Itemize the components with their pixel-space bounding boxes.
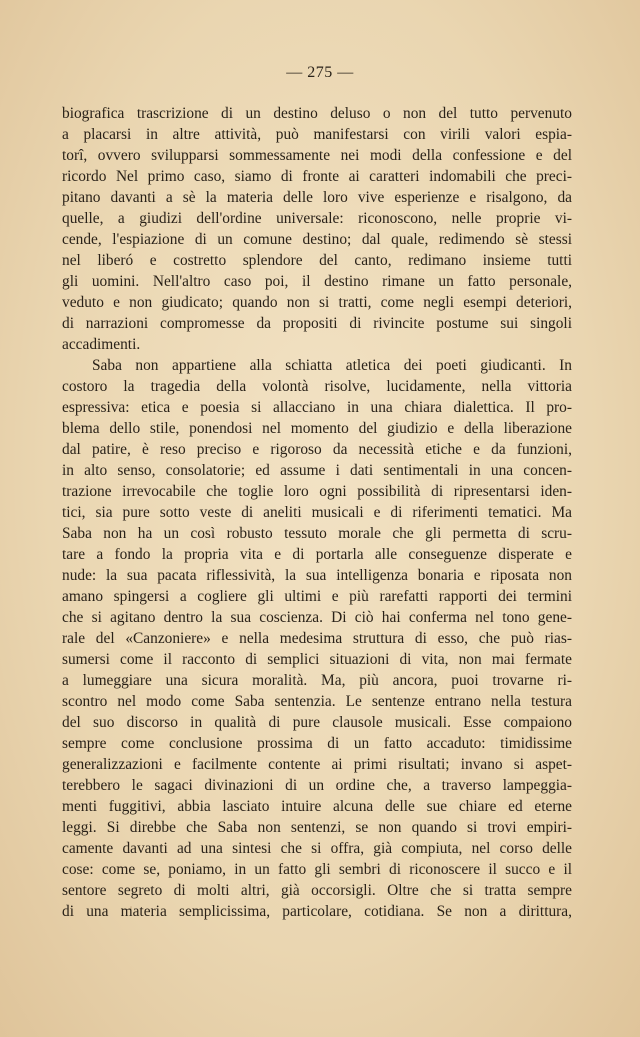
body-text — [62, 103, 572, 922]
text-line: cose: come se, poniamo, in un fatto gli sembri di riconoscere il succo e il — [62, 861, 572, 878]
text-line: sentore segreto di molti altri, già occorsigli. Oltre che si tratta sempre — [62, 882, 572, 899]
text-line: di una materia semplicissima, particolare, cotidiana. Se non a dirittura, — [62, 903, 572, 920]
text-line: tici, sia pure sotto veste di aneliti musicali e di riferimenti tematici. Ma — [62, 504, 572, 521]
text-line: del suo discorso in qualità di pure clausole musicali. Esse compaiono — [62, 714, 572, 731]
text-line: costoro la tragedia della volontà risolve, lucidamente, nella vittoria — [62, 378, 572, 395]
text-line: accadimenti. — [62, 336, 141, 353]
text-line: Saba non ha un così robusto tessuto morale che gli permetta di scru- — [62, 525, 572, 542]
text-line: pitano davanti a sè la materia delle loro vive esperienze e risalgono, da — [62, 189, 572, 206]
text-line: terebbero le sagaci divinazioni di un ordine che, a traverso lampeggia- — [62, 777, 572, 794]
text-line: cende, l'espiazione di un comune destino; dal quale, redimendo sè stessi — [62, 231, 572, 248]
text-line: veduto e non giudicato; quando non si tratti, come negli esempi deteriori, — [62, 294, 572, 311]
text-line: leggi. Si direbbe che Saba non sentenzi, se non quando si trovi empiri- — [62, 819, 572, 836]
text-line: Saba non appartiene alla schiatta atletica dei poeti giudicanti. In — [92, 357, 572, 374]
text-line: tare a fondo la propria vita e di portarla alle conseguenze disperate e — [62, 546, 572, 563]
text-line: biografica trascrizione di un destino deluso o non del tutto pervenuto — [62, 105, 572, 122]
text-line: espressiva: etica e poesia si allacciano in una chiara dialettica. Il pro- — [62, 399, 572, 416]
text-line: camente davanti ad una sintesi che si offra, già compiuta, nel corso delle — [62, 840, 572, 857]
text-line: nel liberó e costretto splendore del canto, redimano insieme tutti — [62, 252, 572, 269]
text-line: rale del «Canzoniere» e nella medesima struttura di esso, che può rias- — [62, 630, 572, 647]
text-line: sempre come conclusione prossima di un fatto accaduto: timidissime — [62, 735, 572, 752]
text-line: torî, ovvero svilupparsi sommessamente nei modi della confessione e del — [62, 147, 572, 164]
text-line: ricordo Nel primo caso, siamo di fronte ai caratteri indomabili che preci- — [62, 168, 572, 185]
text-line: blema dello stile, ponendosi nel momento del giudizio e della liberazione — [62, 420, 572, 437]
text-line: scontro nel modo come Saba sentenzia. Le sentenze entrano nella testura — [62, 693, 572, 710]
text-line: di narrazioni compromesse da propositi di rivincite postume sui singoli — [62, 315, 572, 332]
text-line: menti fuggitivi, abbia lasciato intuire alcuna delle sue chiare ed eterne — [62, 798, 572, 815]
page-number: — 275 — — [286, 64, 354, 81]
text-line: trazione irrevocabile che toglie loro ogni possibilità di ripresentarsi iden- — [62, 483, 572, 500]
text-line: generalizzazioni e facilmente contente ai primi risultati; invano si aspet- — [62, 756, 572, 773]
text-line: gli uomini. Nell'altro caso poi, il destino rimane un fatto personale, — [62, 273, 572, 290]
text-line: amano spingersi a cogliere gli ultimi e più rarefatti rapporti dei termini — [62, 588, 572, 605]
text-line: che si agitano dentro la sua coscienza. Di ciò hai conferma nel tono gene- — [62, 609, 572, 626]
text-line: a lumeggiare una sicura moralità. Ma, più ancora, puoi trovarne ri- — [62, 672, 572, 689]
text-line: sumersi come il racconto di semplici situazioni di vita, non mai fermate — [62, 651, 572, 668]
text-line: a placarsi in altre attività, può manifestarsi con virili valori espia- — [62, 126, 572, 143]
text-line: nude: la sua pacata riflessività, la sua intelligenza bonaria e riposata non — [62, 567, 572, 584]
text-line: dal patire, è reso preciso e rigoroso da necessità etiche e da funzioni, — [62, 441, 572, 458]
text-line: quelle, a giudizi dell'ordine universale: riconoscono, nelle proprie vi- — [62, 210, 572, 227]
text-line: in alto senso, consolatorie; ed assume i dati sentimentali in una concen- — [62, 462, 572, 479]
